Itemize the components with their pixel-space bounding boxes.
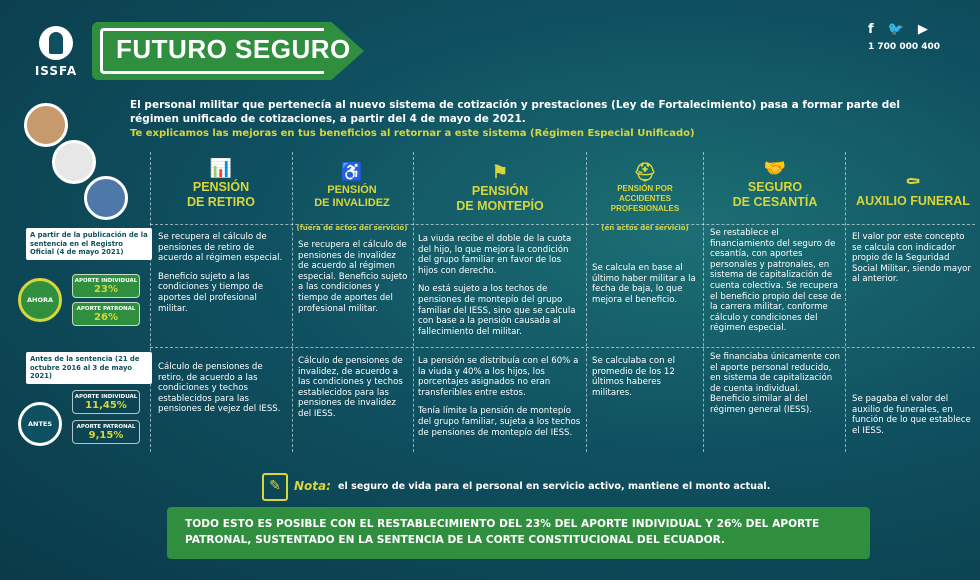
twitter-icon[interactable]: 🐦 xyxy=(887,22,904,37)
badge-ahora: AHORA xyxy=(18,278,62,322)
issfa-logo xyxy=(30,26,82,86)
footer-banner: TODO ESTO ES POSIBLE CON EL RESTABLECIMIENTO DEL 23% DEL APORTE INDIVIDUAL Y 26% DEL APORTE PATRONAL, SUSTENTADO EN LA SENTENCIA DE LA CORTE CONSTITUCIONAL DEL ECUADOR. xyxy=(167,507,870,559)
facebook-icon[interactable]: f xyxy=(868,22,874,37)
cell-antes-montepio: La pensión se distribuía con el 60% a la viuda y 40% a los hijos, los porcentajes asignados no eran transferibles entre estos. Tenía límite la pensión de montepío del grupo familiar, sujeta a los techos de pensiones de montepío del IESS. xyxy=(418,356,581,438)
row-label-antes: Antes de la sentencia (21 de octubre 2016 al 3 de mayo 2021) xyxy=(26,352,152,384)
intro-highlight: Te explicamos las mejoras en tus beneficios al retornar a este sistema (Régimen Especial Unificado) xyxy=(130,128,695,139)
aporte-patronal-ahora: APORTE PATRONAL 26% xyxy=(72,302,140,326)
coffin-icon: ⚰ xyxy=(905,172,921,192)
aporte-individual-antes: APORTE INDIVIDUAL 11,45% xyxy=(72,390,140,414)
bar-chart-icon: 📊 xyxy=(209,158,233,178)
youtube-icon[interactable]: ▶ xyxy=(917,22,928,37)
cell-ahora-funeral: El valor por este concepto se calcula con indicador propio de la Seguridad Social Militar, siendo mayor al anterior. xyxy=(852,232,971,285)
badge-antes: ANTES xyxy=(18,402,62,446)
cell-antes-retiro: Cálculo de pensiones de retiro, de acuerdo a las condiciones y techos establecidos para las pensiones de vejez del IESS. xyxy=(158,362,281,415)
column-pension-invalidez: ♿ PENSIÓN DE INVALIDEZ xyxy=(296,162,408,210)
airman-avatar xyxy=(84,176,128,220)
note-text: el seguro de vida para el personal en servicio activo, mantiene el monto actual. xyxy=(338,481,771,492)
cell-ahora-cesantia: Se restablece el financiamiento del seguro de cesantía, con aportes personales y patronales, en sistema de capitalización de cuenta colectiva. Se recupera el beneficio propio del cese de la carrera militar, conforme cálculo y condiciones del régimen especial. xyxy=(710,228,842,334)
phone-number: 1 700 000 400 xyxy=(868,42,941,52)
page-title: FUTURO SEGURO xyxy=(116,34,351,64)
accidentes-subtitle: (en actos del servicio) xyxy=(601,224,689,232)
cell-antes-funeral: Se pagaba el valor del auxilio de funerales, en función de lo que establece el IESS. xyxy=(852,394,971,436)
social-links xyxy=(868,22,942,37)
issfa-emblem-icon xyxy=(39,26,73,60)
cell-ahora-accidentes: Se calcula en base al último haber militar a la fecha de baja, lo que mejora el beneficio. xyxy=(592,263,696,305)
column-pension-montepio: ⚑ PENSIÓN DE MONTEPÍO xyxy=(420,162,580,214)
cell-antes-invalidez: Cálculo de pensiones de invalidez, de acuerdo a las condiciones y techos establecidos para las pensiones de invalidez del IESS. xyxy=(298,356,403,419)
wheelchair-icon: ♿ xyxy=(340,162,364,182)
row-label-ahora: A partir de la publicación de la sentencia en el Registro Oficial (4 de mayo 2021) xyxy=(26,228,152,260)
family-icon: ⚑ xyxy=(491,162,509,182)
column-pension-accidentes: ⛑ PENSIÓN POR ACCIDENTES PROFESIONALES xyxy=(590,162,700,214)
aporte-individual-ahora: APORTE INDIVIDUAL 23% xyxy=(72,274,140,298)
column-pension-retiro: 📊 PENSIÓN DE RETIRO xyxy=(160,158,282,210)
hands-icon: 🤝 xyxy=(763,158,787,178)
note-label: Nota: xyxy=(294,479,331,493)
invalidez-subtitle: (fuera de actos del servicio) xyxy=(296,224,408,232)
cell-ahora-retiro: Se recupera el cálculo de pensiones de retiro de acuerdo al régimen especial. Beneficio sujeto a las condiciones y tiempo de aportes del profesional militar. xyxy=(158,232,283,314)
cell-antes-cesantia: Se financiaba únicamente con el aporte personal reducido, en sistema de capitalización de cuenta individual. Beneficio similar al del régimen general (IESS). xyxy=(710,352,841,415)
sailor-avatar xyxy=(52,140,96,184)
soldier-avatar xyxy=(24,103,68,147)
cell-ahora-montepio: La viuda recibe el doble de la cuota del hijo, lo que mejora la condición del grupo familiar en favor de los hijos con derecho. No está sujeto a los techos de pensiones de montepío del grupo familiar del IESS, sino que se calcula con base a la pensión causada al fallecimiento del militar. xyxy=(418,234,576,337)
column-seguro-cesantia: 🤝 SEGURO DE CESANTÍA xyxy=(708,158,842,210)
cell-ahora-invalidez: Se recupera el cálculo de pensiones de invalidez de acuerdo al régimen especial. Beneficio sujeto a las condiciones y tiempo de aportes del profesional militar. xyxy=(298,240,408,314)
column-auxilio-funeral: ⚰ AUXILIO FUNERAL xyxy=(850,172,976,209)
intro-paragraph: El personal militar que pertenecía al nuevo sistema de cotización y prestaciones (Ley de Fortalecimiento) pasa a formar parte del régimen unificado de cotizaciones, a partir del 4 de mayo de 2021. xyxy=(130,99,901,125)
cell-antes-accidentes: Se calculaba con el promedio de los 12 últimos haberes militares. xyxy=(592,356,675,398)
aporte-patronal-antes: APORTE PATRONAL 9,15% xyxy=(72,420,140,444)
logo-text: ISSFA xyxy=(34,64,78,78)
worker-icon: ⛑ xyxy=(633,162,657,182)
notepad-icon: ✎ xyxy=(262,473,288,501)
